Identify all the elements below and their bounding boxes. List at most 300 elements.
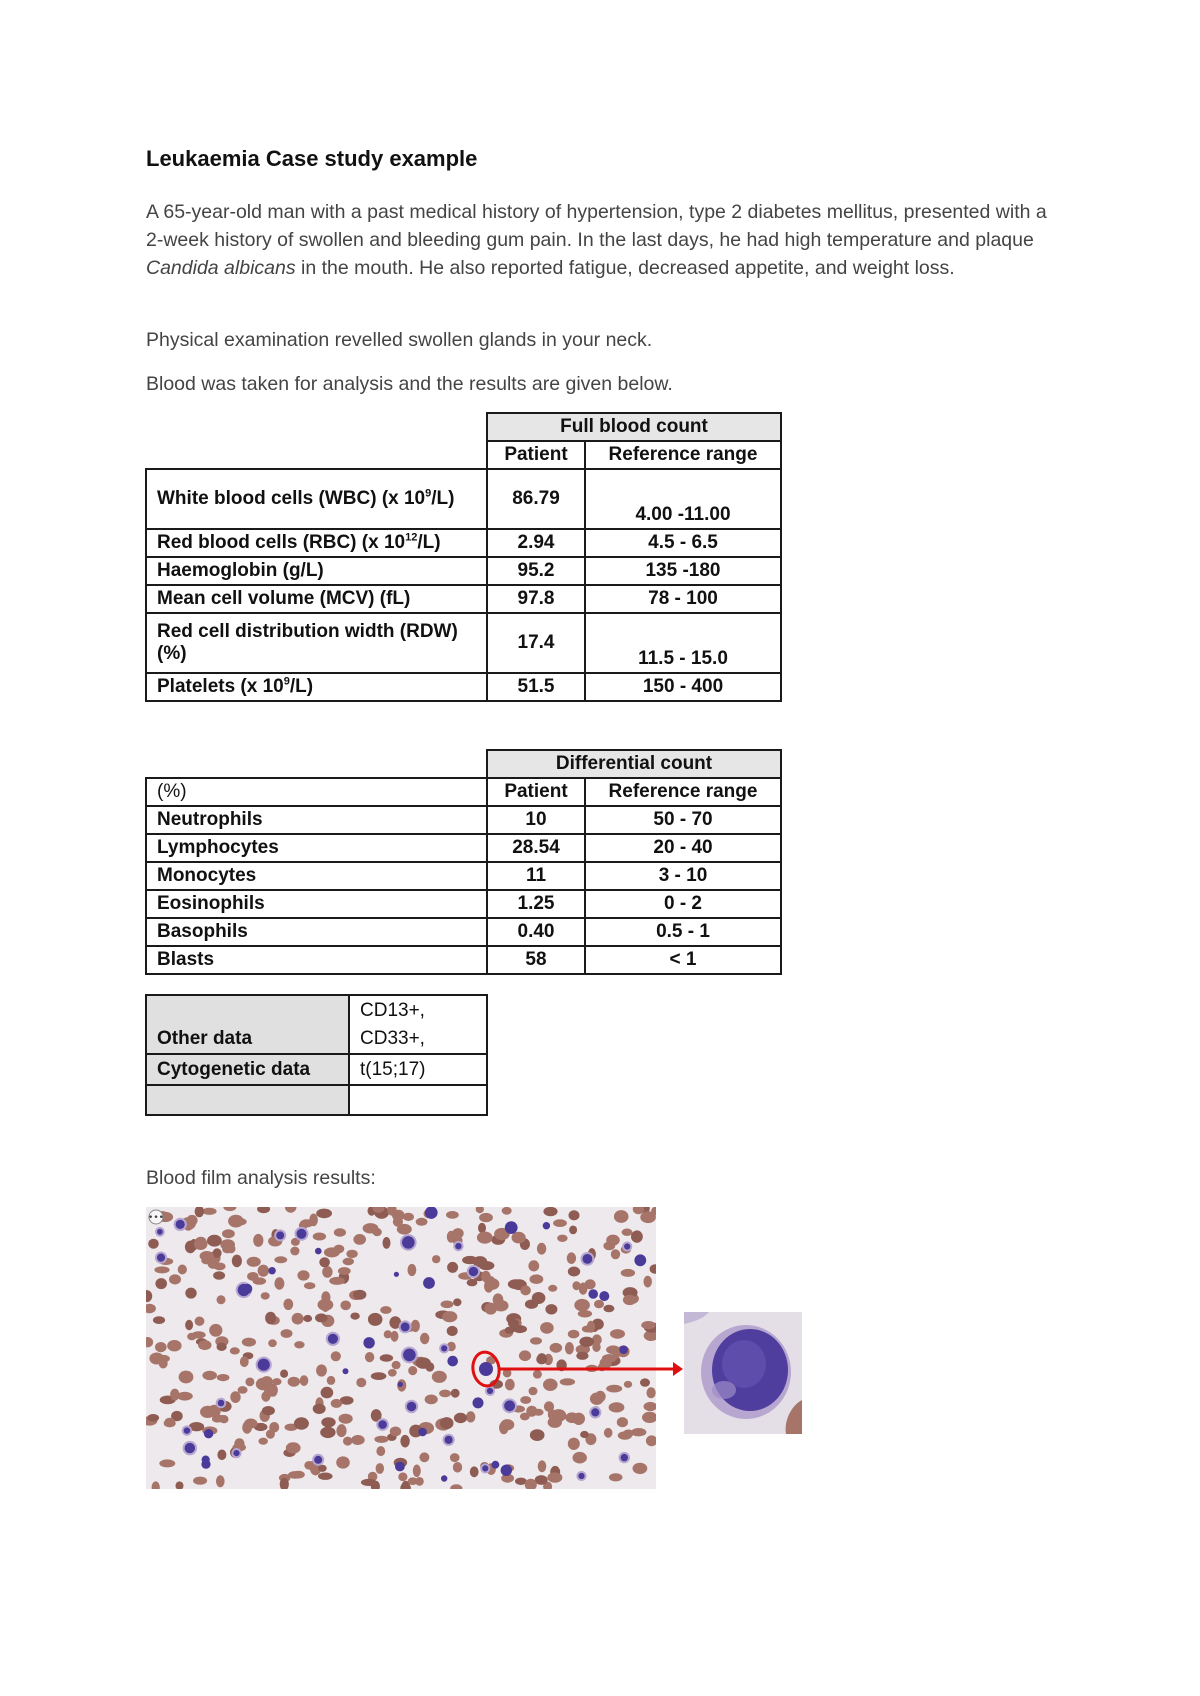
diff-row-label: Eosinophils [146, 890, 487, 918]
table-row [146, 806, 781, 834]
white-cell-nucleus [398, 1382, 403, 1387]
red-cell [609, 1473, 623, 1481]
red-cell [232, 1255, 242, 1268]
red-cell [153, 1316, 165, 1324]
red-cell [450, 1453, 460, 1462]
red-cell [568, 1438, 580, 1450]
red-cell [346, 1250, 357, 1258]
red-cell [169, 1274, 181, 1284]
highlighted-blast-cell [479, 1362, 493, 1376]
red-cell [336, 1456, 350, 1468]
fbc-row-patient: 2.94 [487, 529, 585, 557]
red-cell [321, 1387, 334, 1399]
red-cell [565, 1412, 578, 1423]
red-cell [416, 1218, 428, 1226]
empty-value-cell [349, 1085, 487, 1115]
red-cell [614, 1210, 629, 1223]
red-cell [356, 1378, 366, 1388]
fbc-row-patient: 86.79 [487, 469, 585, 529]
red-cell [329, 1277, 345, 1285]
red-cell [353, 1290, 366, 1300]
red-cell [579, 1337, 594, 1347]
diff-row-label: Monocytes [146, 862, 487, 890]
white-cell-nucleus [473, 1397, 484, 1408]
red-cell [567, 1252, 576, 1264]
white-cell-nucleus [204, 1429, 213, 1438]
red-cell [185, 1288, 196, 1299]
white-cell-nucleus [202, 1456, 210, 1464]
red-cell [331, 1399, 342, 1408]
red-cell [280, 1370, 288, 1378]
diff-row-label: Lymphocytes [146, 834, 487, 862]
red-cell [631, 1230, 643, 1242]
red-cell [453, 1462, 462, 1473]
red-cell [230, 1347, 240, 1354]
table-row [146, 890, 781, 918]
red-cell [574, 1299, 590, 1311]
red-cell [195, 1317, 205, 1326]
red-cell [622, 1229, 633, 1236]
white-cell-nucleus [543, 1222, 550, 1229]
red-cell [165, 1418, 175, 1425]
red-cell [288, 1377, 300, 1387]
red-cell [432, 1255, 440, 1263]
white-cell-nucleus [185, 1443, 195, 1453]
red-cell [315, 1313, 328, 1322]
white-cell-nucleus [401, 1322, 410, 1331]
red-cell [611, 1249, 620, 1259]
red-cell [213, 1271, 225, 1280]
table-row [146, 918, 781, 946]
diff-unit: (%) [146, 778, 487, 806]
fbc-row-label: Platelets (x $10^9/L$) [146, 673, 487, 701]
red-cell [232, 1218, 247, 1226]
red-cell [179, 1371, 194, 1384]
white-cell-nucleus [492, 1461, 500, 1469]
red-cell [318, 1299, 334, 1311]
red-cell [207, 1235, 222, 1247]
red-cell [442, 1311, 457, 1322]
fbc-row-reference: 11.5 - 15.0 [585, 613, 781, 673]
white-cell-nucleus [505, 1221, 518, 1234]
red-cell [548, 1285, 557, 1292]
diff-header: Differential count [487, 750, 781, 778]
red-cell [631, 1428, 646, 1436]
red-cell [530, 1429, 545, 1441]
red-cell [388, 1369, 397, 1377]
white-cell-nucleus [591, 1408, 599, 1416]
blood-intro-paragraph: Blood was taken for analysis and the results are given below. [146, 373, 673, 395]
red-cell [261, 1376, 273, 1388]
red-cell [376, 1446, 385, 1456]
white-cell-nucleus [583, 1254, 593, 1264]
diff-row-reference: 3 - 10 [585, 862, 781, 890]
red-cell [640, 1378, 650, 1386]
diff-row-patient: 1.25 [487, 890, 585, 918]
red-cell [265, 1312, 276, 1325]
red-cell [477, 1232, 493, 1244]
white-cell-nucleus [343, 1368, 349, 1374]
red-cell [371, 1372, 387, 1380]
red-cell [519, 1350, 531, 1361]
red-cell [568, 1330, 580, 1339]
red-cell [316, 1364, 327, 1376]
red-cell [617, 1417, 628, 1427]
white-cell-nucleus [423, 1277, 435, 1289]
white-cell-nucleus [402, 1236, 415, 1249]
red-cell [641, 1321, 655, 1329]
fbc-row-patient: 17.4 [487, 613, 585, 673]
red-cell [170, 1389, 179, 1401]
red-cell [368, 1313, 383, 1326]
red-cell [603, 1242, 615, 1251]
red-cell [568, 1267, 580, 1277]
red-cell [240, 1356, 249, 1367]
fbc-row-reference: 150 - 400 [585, 673, 781, 701]
table-row [146, 862, 781, 890]
white-cell-nucleus [394, 1272, 399, 1277]
red-cell [316, 1209, 332, 1219]
red-cell [446, 1211, 459, 1219]
differential-count-table [145, 749, 782, 975]
red-cell [217, 1374, 230, 1381]
red-cell [297, 1270, 309, 1280]
red-cell [261, 1292, 270, 1299]
intro-text: A 65-year-old man with a past medical history of hypertension, type 2 diabetes mellitus, presented with a 2-week history of swollen and bleeding gum pain. In the last days, he had high temperature and plaque [146, 201, 1047, 251]
red-cell [327, 1376, 336, 1385]
diff-col-reference: Reference range [585, 778, 781, 806]
white-cell-nucleus [578, 1473, 584, 1479]
fbc-col-patient: Patient [487, 441, 585, 469]
table-row [146, 585, 781, 613]
white-cell-nucleus [218, 1400, 225, 1407]
red-cell [533, 1370, 542, 1379]
full-blood-count-table [145, 412, 782, 702]
red-cell [319, 1257, 330, 1267]
red-cell [398, 1472, 407, 1481]
red-cell [408, 1366, 417, 1375]
red-cell [462, 1256, 478, 1264]
fbc-row-label: Red cell distribution width (RDW) (%) [146, 613, 487, 673]
red-cell [230, 1391, 240, 1403]
red-cell [579, 1283, 588, 1295]
red-cell [154, 1266, 169, 1273]
table-row [146, 557, 781, 585]
red-cell [609, 1402, 625, 1412]
red-cell [178, 1265, 187, 1275]
red-cell [217, 1295, 226, 1304]
red-cell [238, 1386, 248, 1394]
red-cell [633, 1463, 648, 1474]
red-cell [294, 1417, 309, 1429]
diff-col-patient: Patient [487, 778, 585, 806]
red-cell [376, 1463, 384, 1474]
fbc-col-reference: Reference range [585, 441, 781, 469]
arrow-icon [655, 1355, 685, 1383]
red-cell [242, 1421, 252, 1433]
white-cell-nucleus [403, 1349, 416, 1362]
red-cell [416, 1357, 431, 1368]
red-cell [253, 1234, 263, 1247]
red-cell [573, 1452, 587, 1464]
diff-row-patient: 10 [487, 806, 585, 834]
red-cell [242, 1338, 256, 1347]
red-cell [603, 1305, 614, 1312]
red-cell [479, 1213, 493, 1222]
red-cell [147, 1414, 159, 1422]
white-cell-nucleus [157, 1254, 165, 1262]
white-cell-nucleus [447, 1356, 458, 1367]
fbc-row-reference: 4.5 - 6.5 [585, 529, 781, 557]
red-cell [420, 1333, 429, 1344]
diff-row-patient: 58 [487, 946, 585, 974]
red-cell [543, 1207, 557, 1216]
white-cell-nucleus [407, 1402, 416, 1411]
diff-row-label: Blasts [146, 946, 487, 974]
red-cell [294, 1341, 304, 1348]
red-cell [290, 1247, 299, 1256]
red-cell [432, 1371, 447, 1383]
red-cell [187, 1333, 196, 1341]
red-cell [499, 1421, 509, 1434]
red-cell [200, 1251, 214, 1261]
white-cell-nucleus [455, 1243, 461, 1249]
red-cell [198, 1340, 211, 1350]
red-cell [245, 1378, 254, 1387]
red-cell [618, 1431, 632, 1440]
red-cell [447, 1326, 458, 1336]
diff-row-reference: 0.5 - 1 [585, 918, 781, 946]
red-cell [350, 1313, 359, 1320]
white-cell-nucleus [315, 1248, 322, 1255]
red-cell [413, 1465, 421, 1478]
red-cell [200, 1406, 215, 1418]
fbc-row-reference: 78 - 100 [585, 585, 781, 613]
red-cell [274, 1256, 287, 1263]
diff-row-patient: 28.54 [487, 834, 585, 862]
fbc-row-reference: 4.00 -11.00 [585, 469, 781, 529]
fbc-row-label: Mean cell volume (MCV) (fL) [146, 585, 487, 613]
table-row [146, 529, 781, 557]
red-cell [320, 1427, 335, 1438]
red-cell [390, 1427, 401, 1437]
white-cell-nucleus [441, 1345, 447, 1351]
red-cell [441, 1301, 454, 1309]
white-cell-nucleus [469, 1267, 478, 1276]
red-cell [318, 1473, 333, 1480]
red-cell [193, 1477, 207, 1485]
fbc-row-patient: 95.2 [487, 557, 585, 585]
diff-row-patient: 0.40 [487, 918, 585, 946]
red-cell [380, 1306, 391, 1314]
red-cell [612, 1347, 620, 1359]
red-cell [538, 1460, 547, 1472]
red-cell [318, 1465, 327, 1472]
red-cell [155, 1278, 167, 1289]
red-cell [336, 1425, 346, 1437]
red-cell [530, 1274, 544, 1284]
cytogenetic-data-value: t(15;17) [349, 1054, 487, 1085]
red-cell [440, 1417, 454, 1429]
red-cell [505, 1379, 515, 1391]
table-row [146, 613, 781, 673]
red-cell [547, 1472, 562, 1482]
red-cell [321, 1417, 335, 1427]
red-cell [408, 1264, 417, 1276]
red-cell [391, 1331, 399, 1342]
white-cell-nucleus [276, 1231, 284, 1239]
red-cell [451, 1389, 460, 1398]
red-cell [247, 1257, 261, 1267]
cytogenetic-data-label: Cytogenetic data [146, 1054, 349, 1085]
red-cell [383, 1237, 391, 1249]
red-cell [292, 1313, 304, 1325]
red-cell [216, 1415, 226, 1422]
red-cell [425, 1395, 438, 1405]
red-cell [281, 1329, 293, 1338]
red-cell [540, 1322, 554, 1334]
red-cell [536, 1354, 547, 1364]
red-cell [604, 1428, 613, 1438]
white-cell-nucleus [599, 1291, 609, 1301]
red-cell [582, 1326, 593, 1333]
white-cell-nucleus [314, 1456, 322, 1464]
fbc-row-patient: 51.5 [487, 673, 585, 701]
table-row [146, 946, 781, 974]
red-cell [392, 1361, 401, 1369]
fbc-row-reference: 135 -180 [585, 557, 781, 585]
other-data-label: Other data [146, 995, 349, 1054]
red-cell [560, 1378, 575, 1385]
red-cell [300, 1375, 309, 1386]
white-cell-nucleus [395, 1462, 405, 1472]
red-cell [274, 1277, 284, 1289]
red-cell [338, 1267, 351, 1275]
svg-text:•••: ••• [148, 1213, 164, 1223]
red-cell [537, 1243, 546, 1255]
white-cell-nucleus [588, 1289, 598, 1299]
red-cell [303, 1315, 312, 1322]
white-cell-nucleus [621, 1454, 628, 1461]
red-cell [217, 1343, 227, 1351]
red-cell [520, 1285, 531, 1295]
red-cell [283, 1299, 293, 1310]
white-cell-nucleus [176, 1220, 185, 1229]
red-cell [565, 1342, 574, 1354]
fbc-header: Full blood count [487, 413, 781, 441]
red-cell [594, 1300, 604, 1308]
zoomed-blast-cell-image [684, 1312, 802, 1434]
red-cell [419, 1452, 429, 1462]
red-cell [167, 1340, 181, 1351]
white-cell-nucleus [418, 1428, 427, 1437]
red-cell [453, 1298, 461, 1306]
table-row [146, 834, 781, 862]
film-caption: Blood film analysis results: [146, 1167, 376, 1189]
empty-label-cell [146, 1085, 349, 1115]
red-cell [640, 1211, 656, 1223]
red-cell [550, 1343, 563, 1353]
red-cell [512, 1232, 526, 1244]
red-cell [380, 1354, 393, 1362]
fbc-row-patient: 97.8 [487, 585, 585, 613]
red-cell [339, 1414, 353, 1424]
white-cell-nucleus [441, 1475, 447, 1481]
red-cell [313, 1404, 326, 1414]
red-cell [470, 1466, 479, 1477]
fbc-row-label: Haemoglobin (g/L) [146, 557, 487, 585]
white-cell-nucleus [363, 1337, 374, 1348]
red-cell [343, 1258, 354, 1265]
exam-paragraph: Physical examination revelled swollen glands in your neck. [146, 329, 653, 351]
red-cell [493, 1293, 504, 1306]
intro-text-end: in the mouth. He also reported fatigue, decreased appetite, and weight loss. [295, 257, 955, 279]
red-cell [439, 1390, 451, 1398]
table-row [146, 673, 781, 701]
red-cell [155, 1342, 167, 1352]
red-cell [545, 1304, 557, 1314]
red-cell [253, 1277, 267, 1284]
white-cell-nucleus [482, 1465, 488, 1471]
blood-film-image [146, 1207, 656, 1489]
red-cell [580, 1431, 589, 1438]
red-cell [209, 1324, 222, 1337]
red-cell [624, 1381, 632, 1388]
red-cell [361, 1479, 377, 1486]
other-data-value: CD13+, CD33+, [349, 995, 487, 1054]
table-row [146, 469, 781, 529]
red-cell [148, 1239, 159, 1249]
diff-row-label: Neutrophils [146, 806, 487, 834]
diff-row-reference: 20 - 40 [585, 834, 781, 862]
red-cell [266, 1430, 275, 1439]
white-cell-nucleus [501, 1465, 512, 1476]
red-cell [578, 1310, 592, 1317]
red-cell [374, 1436, 388, 1443]
white-cell-nucleus [619, 1345, 628, 1354]
red-cell [286, 1442, 301, 1453]
red-cell [322, 1266, 332, 1278]
red-cell [268, 1339, 277, 1347]
white-cell-nucleus [297, 1229, 307, 1239]
red-cell [530, 1337, 542, 1344]
red-cell [351, 1435, 365, 1445]
red-cell [520, 1396, 531, 1404]
red-cell [400, 1435, 409, 1448]
red-cell [606, 1385, 622, 1393]
red-cell [185, 1320, 193, 1330]
red-cell [569, 1226, 577, 1235]
white-cell-nucleus [328, 1334, 338, 1344]
red-cell [331, 1351, 341, 1361]
red-cell [324, 1247, 340, 1257]
red-cell [403, 1213, 414, 1221]
diff-row-patient: 11 [487, 862, 585, 890]
red-cell [384, 1330, 392, 1338]
document-title: Leukaemia Case study example [146, 146, 478, 171]
white-cell-nucleus [445, 1436, 453, 1444]
red-cell [532, 1292, 546, 1304]
fbc-row-label: White blood cells (WBC) (x $10^9/L$) [146, 469, 487, 529]
red-cell [222, 1245, 233, 1253]
red-cell [313, 1233, 326, 1241]
red-cell [610, 1329, 625, 1339]
red-cell [466, 1411, 475, 1422]
white-cell-nucleus [268, 1267, 275, 1274]
red-cell [353, 1234, 366, 1245]
white-cell-nucleus [184, 1427, 190, 1433]
red-cell [526, 1406, 537, 1417]
